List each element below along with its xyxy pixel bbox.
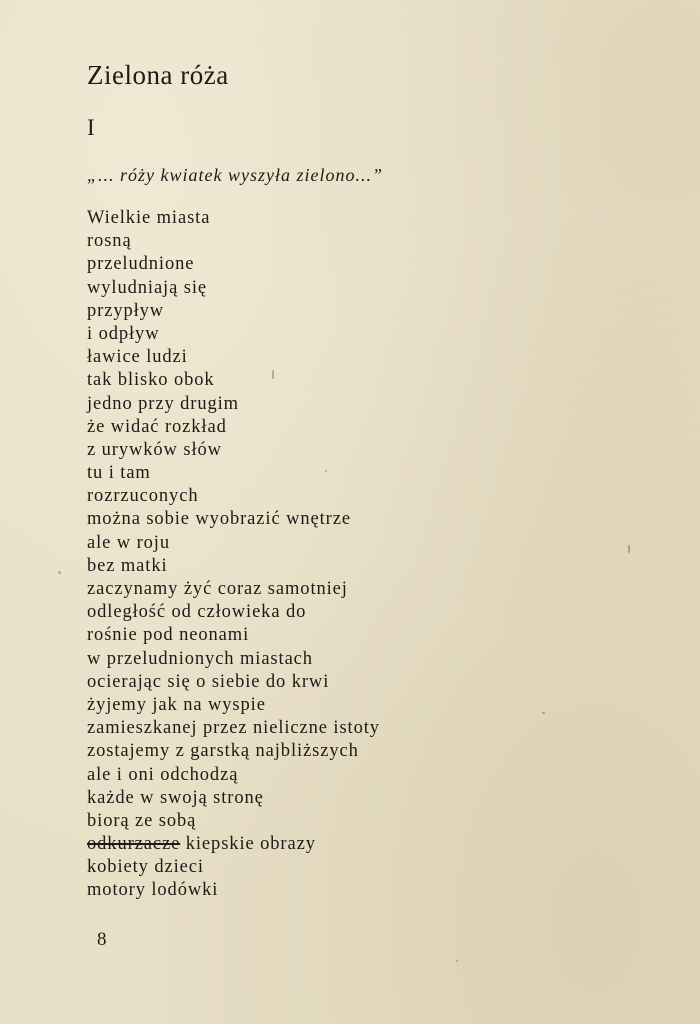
poem-line: zaczynamy żyć coraz samotniej — [87, 579, 348, 599]
line-continuation: kiepskie obrazy — [180, 834, 316, 855]
poem-line: i odpływ — [87, 323, 160, 344]
poem-line: przeludnione — [87, 254, 195, 275]
poem-line: z urywków słów — [87, 439, 222, 460]
poem-line: w przeludnionych miastach — [87, 648, 313, 669]
poem-line: rosną — [87, 231, 132, 252]
poem-line: zamieszkanej przez nieliczne istoty — [87, 718, 380, 739]
poem-line: biorą ze sobą — [87, 810, 197, 831]
poem-line: ale w roju — [87, 532, 170, 553]
page-number: 8 — [97, 929, 107, 950]
paper-speck — [272, 370, 274, 379]
poem-line: każde w swoją stronę — [87, 787, 264, 808]
poem-line: można sobie wyobrazić wnętrze — [87, 509, 351, 530]
poem-line: bez matki — [87, 555, 168, 576]
poem-line: jedno przy drugim — [87, 393, 239, 414]
poem-line: żyjemy jak na wyspie — [87, 694, 266, 715]
epigraph: „... róży kwiatek wyszyła zielono...” — [87, 165, 383, 185]
poem-line: wyludniają się — [87, 277, 207, 298]
poem-line: tak blisko obok — [87, 370, 215, 391]
poem-line: kobiety dzieci — [87, 857, 204, 878]
poem-line: zostajemy z garstką najbliższych — [87, 741, 359, 762]
section-numeral: I — [87, 115, 95, 140]
poem-line: że widać rozkład — [87, 416, 227, 437]
poem-line: ocierając się o siebie do krwi — [87, 671, 330, 692]
poem-title: Zielona róża — [87, 60, 229, 90]
paper-speck — [542, 712, 545, 714]
poem-body — [87, 207, 380, 903]
poem-line: rozrzuconych — [87, 486, 199, 507]
paper-speck — [456, 960, 458, 962]
paper-speck — [325, 470, 327, 472]
poem-line: tu i tam — [87, 463, 151, 484]
poem-line: rośnie pod neonami — [87, 625, 250, 646]
poem-line: ławice ludzi — [87, 347, 188, 368]
poem-line: odległość od człowieka do — [87, 602, 307, 623]
struck-word: odkurzacze — [87, 834, 181, 855]
poem-line: przypływ — [87, 300, 165, 321]
poem-line: motory lodówki — [87, 880, 219, 901]
paper-speck — [628, 545, 630, 553]
poem-line: Wielkie miasta — [87, 208, 211, 228]
poem-line-with-strikethrough — [87, 833, 380, 856]
paper-speck — [58, 571, 61, 574]
poem-line: ale i oni odchodzą — [87, 764, 239, 785]
